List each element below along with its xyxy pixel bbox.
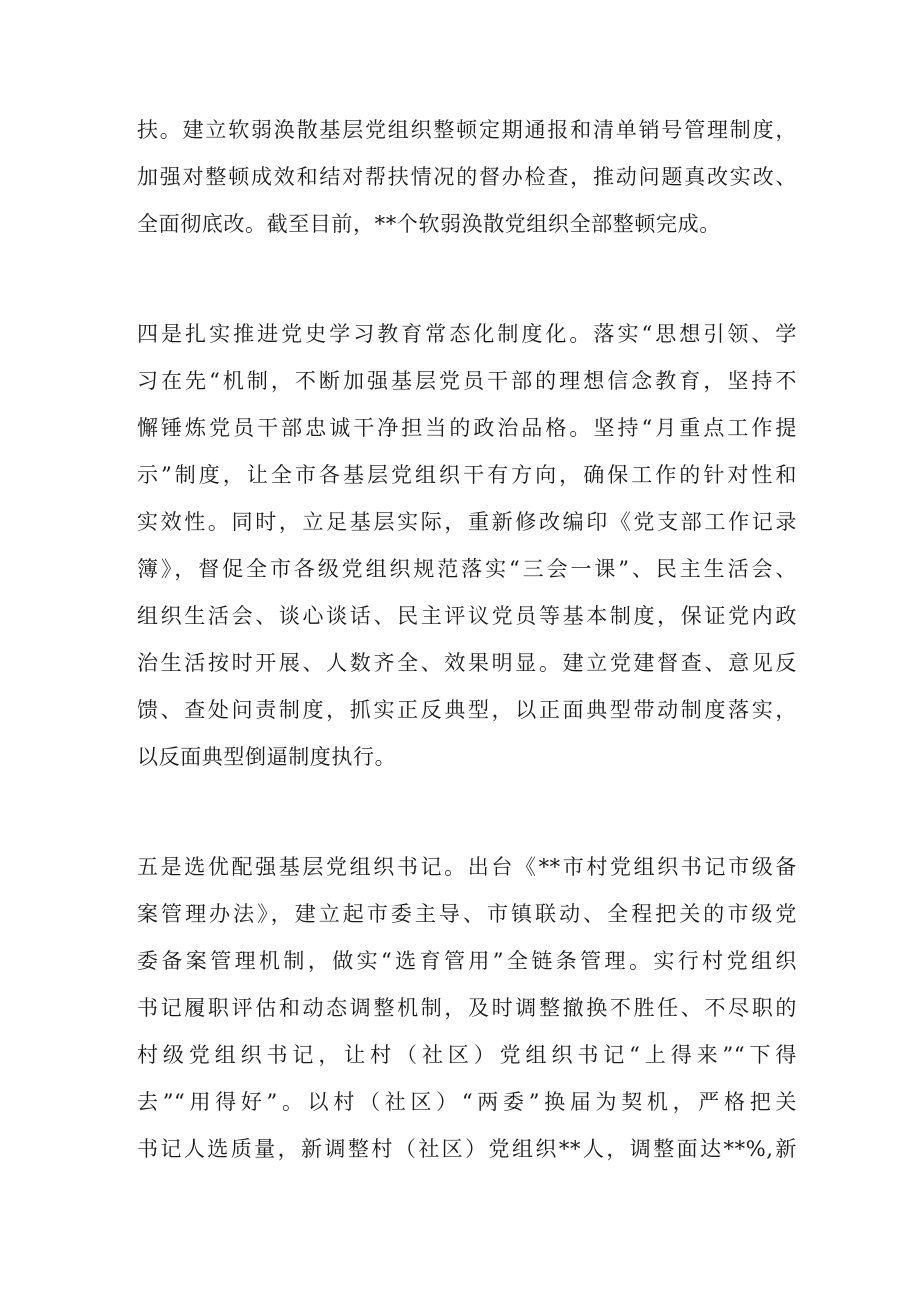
text-line: 书记履职评估和动态调整机制，及时调整撤换不胜任、不尽职的 [137, 996, 797, 1020]
text-line: 去”“用得好”。以村（社区）“两委”换届为契机，严格把关 [137, 1090, 797, 1114]
text-line: 习在先“机制，不断加强基层党员干部的理想信念教育，坚持不 [137, 369, 797, 393]
text-line: 书记人选质量，新调整村（社区）党组织**人，调整面达**%,新 [137, 1137, 797, 1161]
text-line: 五是选优配强基层党组织书记。出台《**市村党组织书记市级备 [137, 855, 797, 879]
text-line: 案管理办法》，建立起市委主导、市镇联动、全程把关的市级党 [137, 902, 797, 926]
text-line: 懈锤炼党员干部忠诚干净担当的政治品格。坚持“月重点工作提 [137, 416, 797, 440]
text-line: 村级党组织书记，让村（社区）党组织书记“上得来”“下得 [137, 1043, 797, 1067]
text-line: 示”制度，让全市各基层党组织干有方向，确保工作的针对性和 [137, 463, 797, 487]
text-line: 以反面典型倒逼制度执行。 [137, 745, 397, 769]
text-line: 实效性。同时，立足基层实际，重新修改编印《党支部工作记录 [137, 510, 797, 534]
text-line: 加强对整顿成效和结对帮扶情况的督办检查，推动问题真改实改、 [137, 165, 797, 189]
text-line: 全面彻底改。截至目前，**个软弱涣散党组织全部整顿完成。 [137, 212, 721, 236]
text-line: 治生活按时开展、人数齐全、效果明显。建立党建督查、意见反 [137, 651, 797, 675]
text-line: 馈、查处问责制度，抓实正反典型，以正面典型带动制度落实， [137, 698, 797, 722]
text-line: 簿》，督促全市各级党组织规范落实“三会一课”、民主生活会、 [137, 557, 797, 581]
text-line: 扶。建立软弱涣散基层党组织整顿定期通报和清单销号管理制度， [137, 118, 797, 142]
text-line: 委备案管理机制，做实“选育管用”全链条管理。实行村党组织 [137, 949, 797, 973]
text-line: 四是扎实推进党史学习教育常态化制度化。落实“思想引领、学 [137, 322, 797, 346]
text-line: 组织生活会、谈心谈话、民主评议党员等基本制度，保证党内政 [137, 604, 797, 628]
